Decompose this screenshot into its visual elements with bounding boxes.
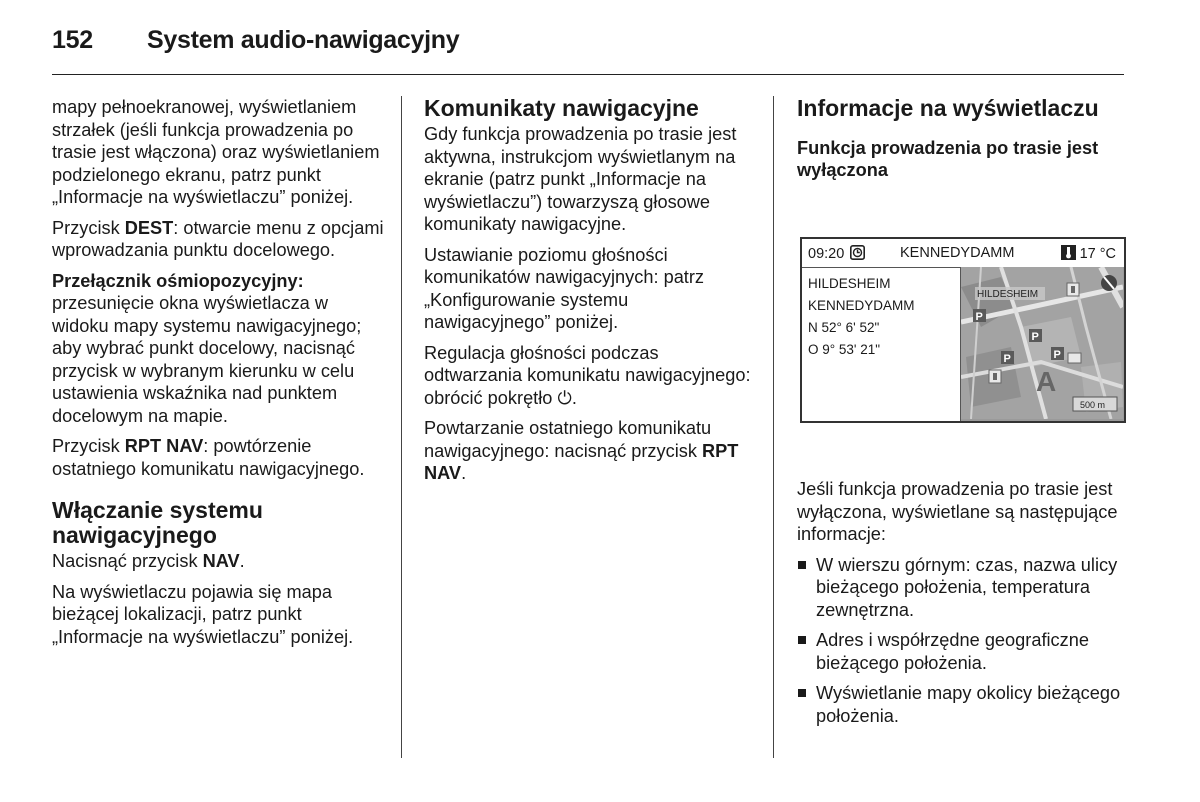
- paragraph: Gdy funkcja prowadzenia po trasie jest aktywna, instrukcjom wyświetlanym na ekranie (patrz punkt „Informacje na wyświetlaczu”) towarzyszą głosowe komunikaty nawigacyjne.: [424, 124, 737, 234]
- column-1: [52, 96, 387, 656]
- poi-icon: [989, 370, 1001, 383]
- text: Powtarzanie ostatniego komunikatu nawigacyjnego: nacisnąć przycisk: [424, 418, 712, 461]
- paragraph: Ustawianie poziomu głośności komunikatów nawigacyjnych: patrz „Konfigurowanie systemu nawigacyjnego” poniżej.: [424, 244, 705, 332]
- paragraph: Na wyświetlaczu pojawia się mapa bieżącej lokalizacji, patrz punkt „Informacje na wyświetlaczu” poniżej.: [52, 581, 354, 647]
- map-scale: 500 m: [1080, 400, 1106, 410]
- temperature-text: 17 °C: [1079, 246, 1116, 262]
- parking-icon: [1029, 329, 1042, 343]
- key-label: NAV: [202, 551, 240, 571]
- paragraph: [52, 435, 387, 480]
- clock-icon: [850, 245, 865, 260]
- compass-icon: [1101, 275, 1117, 291]
- display-city: HILDESHEIM: [808, 276, 891, 291]
- poi-icon: [1067, 283, 1079, 296]
- text: : otwarcie menu z opcjami wprowadzania punktu docelowego.: [52, 217, 384, 260]
- paragraph: [424, 417, 759, 485]
- map-position-marker: A: [1036, 366, 1057, 397]
- text: przesunięcie okna wyświetlacza w widoku mapy systemu nawigacyjnego; aby wybrać punkt docelowy, nacisnąć przycisk w wybranym kierunku w celu ustawienia wskaźnika nad punktem docelowym na mapie.: [52, 293, 362, 426]
- display-address: KENNEDYDAMM: [808, 298, 915, 313]
- text: Przycisk: [52, 217, 125, 238]
- paragraph: Regulacja głośności podczas odtwarzania komunikatu nawigacyjnego: obrócić pokrętło ⏻.: [424, 342, 751, 408]
- svg-text:P: P: [1003, 353, 1011, 365]
- column-2: [424, 96, 759, 493]
- display-latitude: N 52° 6' 52": [808, 320, 880, 335]
- text: : powtórzenie ostatniego komunikatu nawigacyjnego.: [52, 436, 365, 479]
- thermometer-icon: [1061, 245, 1076, 260]
- list-item: Adres i współrzędne geograficzne bieżącego położenia.: [797, 629, 1127, 674]
- paragraph: [52, 550, 387, 573]
- page-title: System audio-nawigacyjny: [147, 26, 460, 54]
- text: Przycisk: [52, 436, 125, 456]
- key-label: RPT NAV: [124, 436, 204, 456]
- map-city-label: HILDESHEIM: [977, 289, 1039, 300]
- key-label: DEST: [124, 217, 174, 238]
- parking-icon: [1051, 347, 1064, 361]
- paragraph: [52, 217, 387, 262]
- display-longitude: O 9° 53' 21": [808, 342, 881, 357]
- section-heading: Włączanie systemu nawigacyjnego: [52, 497, 263, 548]
- paragraph: [52, 270, 387, 428]
- svg-text:P: P: [1031, 331, 1039, 343]
- parking-icon: [973, 309, 986, 323]
- display-map: [960, 267, 1124, 421]
- page-number: 152: [52, 26, 93, 54]
- paragraph: mapy pełnoekranowej, wyświetlaniem strzałek (jeśli funkcja prowadzenia po trasie jest włączona) oraz wyświetlaniem podzielonego ekranu, patrz punkt „Informacje na wyświetlaczu” poniżej.: [52, 97, 380, 207]
- subsection-heading: Funkcja prowadzenia po trasie jest wyłączona: [797, 138, 1099, 180]
- time-text: 09:20: [808, 246, 845, 262]
- list-item: Wyświetlanie mapy okolicy bieżącego położenia.: [797, 682, 1127, 727]
- display-time: [808, 245, 865, 262]
- text: .: [239, 551, 245, 571]
- poi-icon: [1068, 353, 1081, 363]
- list-item: W wierszu górnym: czas, nazwa ulicy bieżącego położenia, temperatura zewnętrzna.: [797, 554, 1127, 622]
- display-street: KENNEDYDAMM: [900, 245, 1015, 261]
- column-divider-1: [401, 96, 402, 758]
- display-top-bar: [802, 239, 1124, 268]
- svg-text:P: P: [975, 311, 983, 323]
- display-address-panel: [808, 273, 915, 361]
- paragraph: Jeśli funkcja prowadzenia po trasie jest wyłączona, wyświetlane są następujące informacje:: [797, 479, 1118, 544]
- bullet-list: [797, 554, 1127, 728]
- section-heading: Informacje na wyświetlaczu: [797, 95, 1099, 121]
- navigation-display: [800, 237, 1126, 423]
- key-label: RPT NAV: [424, 440, 739, 483]
- display-temperature: [1061, 245, 1116, 262]
- text: .: [461, 463, 467, 483]
- page-header: [52, 26, 459, 55]
- section-heading: Komunikaty nawigacyjne: [424, 95, 699, 121]
- text: Nacisnąć przycisk: [52, 551, 203, 571]
- parking-icon: [1001, 351, 1014, 365]
- svg-text:P: P: [1053, 349, 1061, 361]
- map-graphic: [961, 267, 1123, 419]
- term-label: Przełącznik ośmiopozycyjny:: [52, 270, 304, 291]
- header-rule: [52, 74, 1124, 75]
- column-divider-2: [773, 96, 774, 758]
